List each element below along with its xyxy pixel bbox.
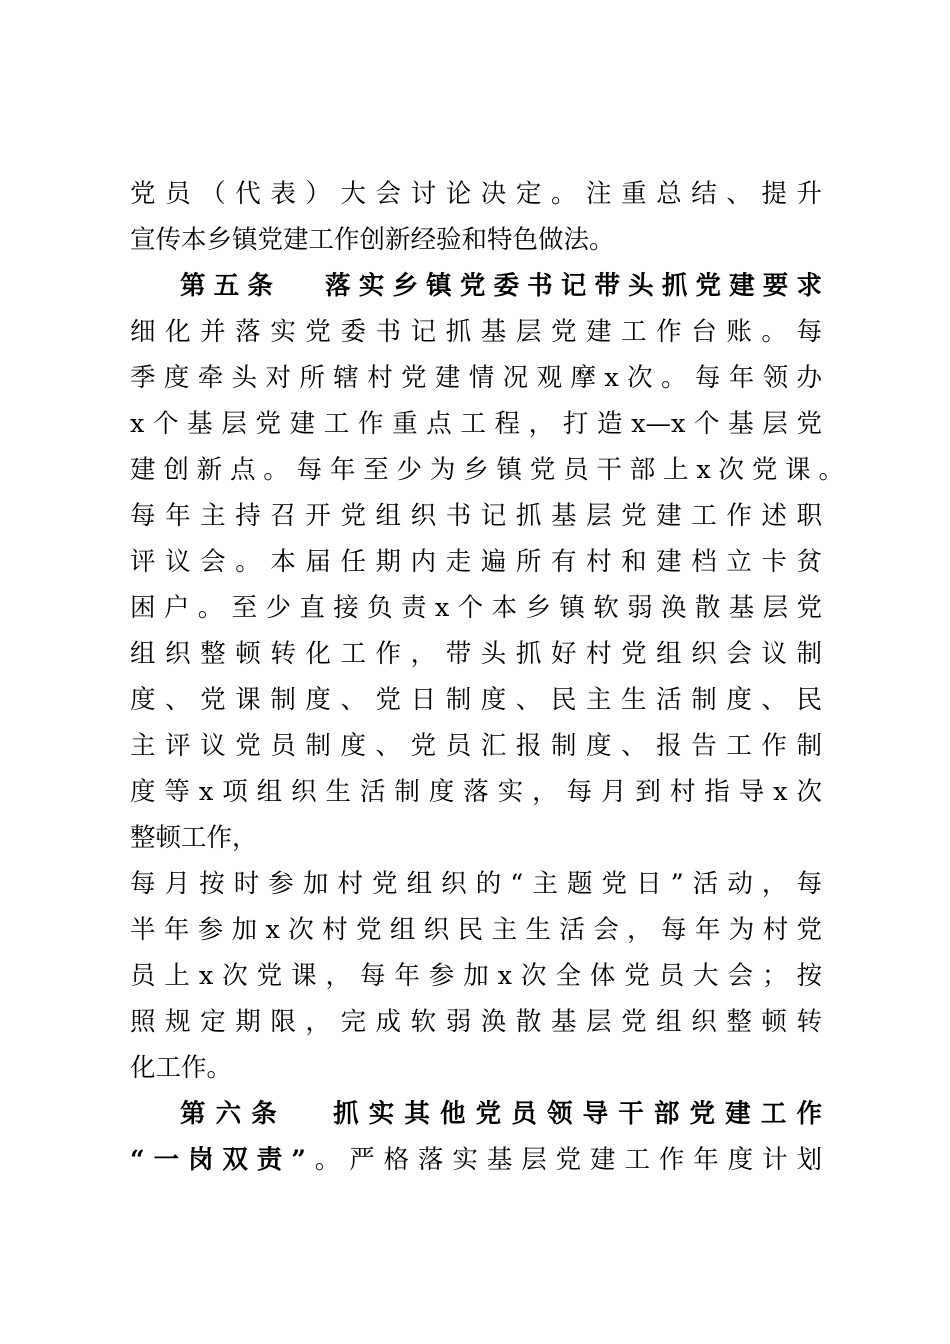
body-line: 每年主持召开党组织书记抓基层党建工作述职 <box>130 501 822 531</box>
article-5-title: 落实乡镇党委书记带头抓党建要求 <box>317 271 822 301</box>
article-6-title-cont: “一岗双责” <box>130 1145 306 1175</box>
article-5-number: 第五条 <box>180 271 281 301</box>
body-line: 主评议党员制度、党员汇报制度、报告工作制 <box>130 731 822 761</box>
body-line: 度等x项组织生活制度落实，每月到村指导x次 <box>130 777 822 807</box>
body-line: 组织整顿转化工作，带头抓好村党组织会议制 <box>130 639 822 669</box>
body-line: 季度牵头对所辖村党建情况观摩x次。每年领办 <box>130 363 822 393</box>
article-6-title: 抓实其他党员领导干部党建工作 <box>322 1099 822 1129</box>
article-6-text: 。严格落实基层党建工作年度计划 <box>305 1145 822 1175</box>
article-5-heading <box>180 263 822 309</box>
body-line: 宣传本乡镇党建工作创新经验和特色做法。 <box>130 225 615 255</box>
body-line: 党员（代表）大会讨论决定。注重总结、提升 <box>130 179 822 209</box>
body-line: 细化并落实党委书记抓基层党建工作台账。每 <box>130 317 822 347</box>
body-line: 整顿工作， <box>130 823 258 853</box>
body-line: x个基层党建工作重点工程，打造x—x个基层党 <box>130 409 822 439</box>
article-6-line <box>130 1137 822 1183</box>
article-6-number: 第六条 <box>180 1099 287 1129</box>
body-line: 化工作。 <box>130 1053 233 1083</box>
body-line: 建创新点。每年至少为乡镇党员干部上x次党课。 <box>130 455 844 485</box>
body-line: 半年参加x次村党组织民主生活会，每年为村党 <box>130 915 822 945</box>
body-line: 每月按时参加村党组织的“主题党日”活动，每 <box>130 869 822 899</box>
body-line: 度、党课制度、党日制度、民主生活制度、民 <box>130 685 822 715</box>
body-line: 评议会。本届任期内走遍所有村和建档立卡贫 <box>130 547 822 577</box>
body-line: 员上x次党课，每年参加x次全体党员大会；按 <box>130 961 822 991</box>
body-line: 照规定期限，完成软弱涣散基层党组织整顿转 <box>130 1007 822 1037</box>
article-6-heading <box>180 1091 822 1137</box>
body-line: 困户。至少直接负责x个本乡镇软弱涣散基层党 <box>130 593 822 623</box>
